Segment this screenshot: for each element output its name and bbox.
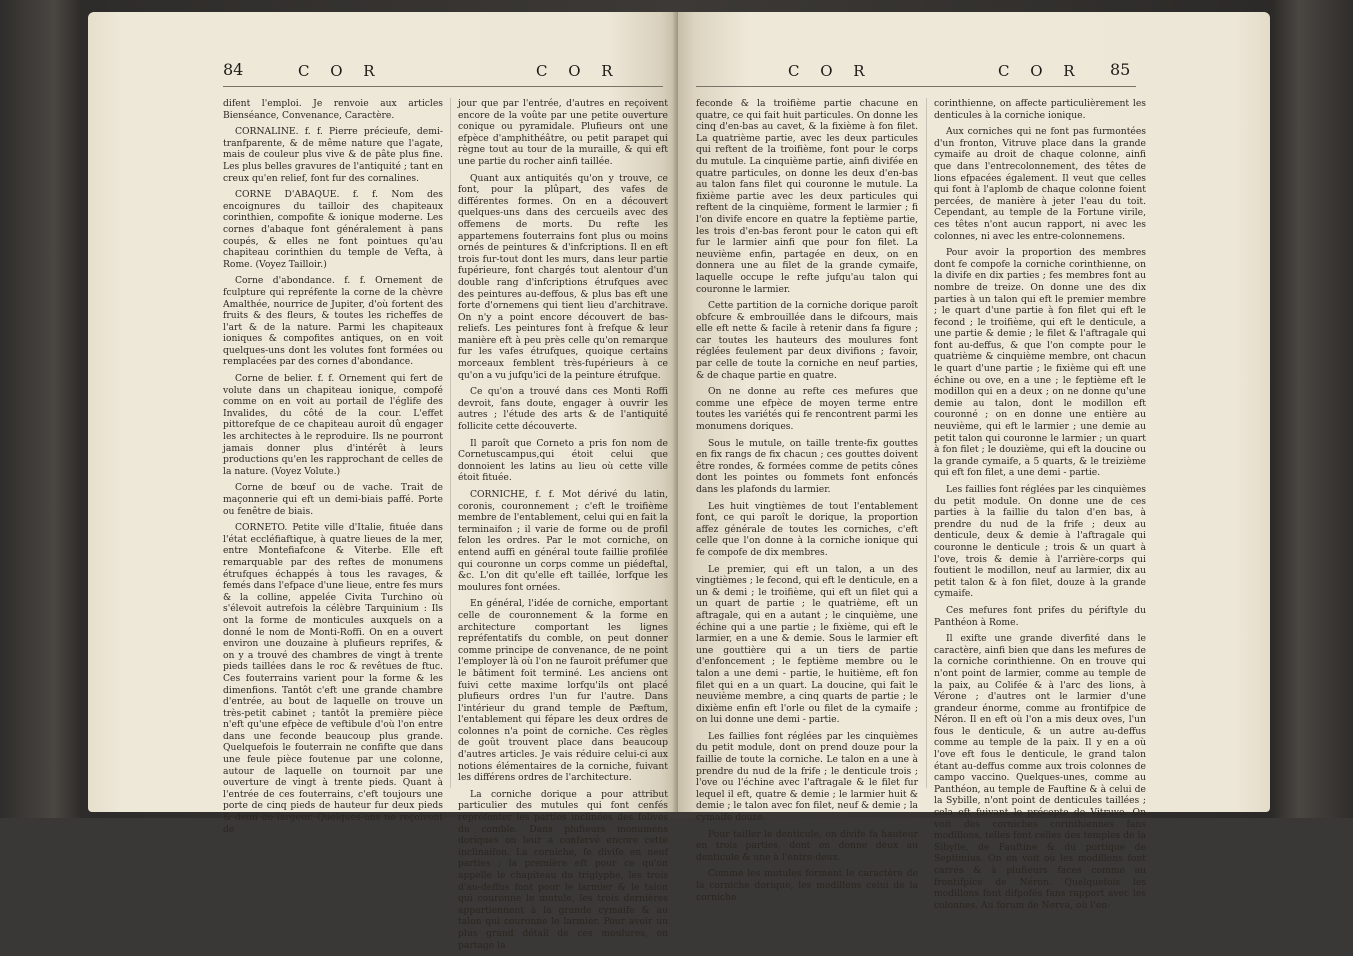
paragraph: Cette partition de la corniche dorique paroît obfcure & embrouillée dans le difcours, mais elle eft nette & facile à retenir dans fa figure ; car toutes les hauteurs des moulures font réglées feulement par deux divifions ; favoir, par celle de toute la corniche en neuf parties, & de chaque partie en quatre.: [696, 300, 918, 381]
left-page: [88, 12, 678, 951]
paragraph: Corne d'abondance. f. f. Ornement de fculpture qui repréfente la corne de la chèvre Amalthée, nourrice de Jupiter, d'où fortent des fruits & des fleurs, & toutes les richeffes de l'art & de la nature. Parmi les chapiteaux ioniques & compofites antiques, on en voit quelques-uns dont les volutes font formées ou remplacées par des cornes d'abondance.: [223, 275, 443, 368]
paragraph: jour que par l'entrée, d'autres en reçoivent encore de la voûte par une petite ouverture conique ou pyramidale. Plufieurs ont une efpèce d'amphithéâtre, ou petit parapet qui règne tout au tour de la muraille, & qui eft une partie du rocher ainfi taillée.: [458, 98, 668, 167]
page-number-left: 84: [223, 60, 244, 79]
text-column-2: [458, 98, 668, 956]
paragraph: Quant aux antiquités qu'on y trouve, ce font, pour la plûpart, des vafes de différentes formes. On en a découvert quelques-uns dans des cercueils avec des offemens de morts. Du refte les appartemens fouterrains font plus ou moins ornés de peintures & d'infcriptions. Il en eft trois fur-tout dont les murs, dans leur partie fupérieure, font chargés tout alentour d'un double rang d'infcriptions étrufques avec des peintures au-deffous, & plus bas eft une forte d'ornemens qui tient lieu d'architrave. On n'y a point encore découvert de bas-reliefs. Les peintures font à frefque & leur manière eft à peu près celle qu'on remarque fur les vafes étrufques, quoique certains morceaux femblent très-fupérieurs à ce qu'on a vu jufqu'ici de la peinture étrufque.: [458, 172, 668, 381]
header-rule-right: [696, 86, 1136, 87]
paragraph: difent l'emploi. Je renvoie aux articles Bienséance, Convenance, Caractère.: [223, 98, 443, 121]
paragraph: En général, l'idée de corniche, emportant celle de couronnement & la forme en architecture comportant les lignes repréfentatifs du comble, on peut donner comme principe de convenance, de ne point l'employer là où l'on ne fauroit préfumer que le bâtiment foit terminé. Les anciens ont fuivi cette maxime lorfqu'ils ont placé plufieurs ordres l'un fur l'autre. Dans l'intérieur du grand temple de Pæftum, l'entablement qui fépare les deux ordres de colonnes n'a point de corniche. Ces règles de goût trouvent place dans beaucoup d'autres articles. Je vais réduire celui-ci aux notions élémentaires de la corniche, fuivant les différens ordres de l'architecture.: [458, 598, 668, 784]
paragraph: Ce qu'on a trouvé dans ces Monti Roffi devroit, fans doute, engager à ouvrir les autres ; l'étude des arts & de l'antiquité follicite cette découverte.: [458, 386, 668, 433]
paragraph: Les huit vingtièmes de tout l'entablement font, ce qui paroît le dorique, la proportion affez générale de toutes les corniches, c'eft celle que l'on donne à la corniche ionique qui fe compofe de dix membres.: [696, 500, 918, 558]
running-head-right-2: C O R: [998, 62, 1083, 80]
paragraph: Corne de bœuf ou de vache. Trait de maçonnerie qui eft un demi-biais paffé. Porte ou fenêtre de biais.: [223, 482, 443, 517]
paragraph: CORNALINE. f. f. Pierre précieufe, demi-tranfparente, & de même nature que l'agate, mais de couleur plus vive & de pâte plus fine. Les plus belles gravures de l'antiquité ; tant en creux qu'en relief, font fur des cornalines.: [223, 126, 443, 184]
paragraph: Pour avoir la proportion des membres dont fe compofe la corniche corinthienne, on la divife en dix parties ; fes membres font au nombre de treize. On donne une des dix parties à un talon qui eft le premier membre ; le quart d'une partie à fon filet qui eft le fecond ; le troifième, qui eft le denticule, a une partie & demie ; le filet & l'aftragale qui font au-deffus, & que l'on compte pour le quatrième & cinquième membre, ont chacun le quart d'une partie ; le fixième qui eft une échine ou ove, en a une ; le feptième eft le modillon qui en a deux ; on ne donne qu'une demie au talon, dont le modillon eft couronné ; on en donne une entière au neuvième, qui eft le larmier ; une demie au petit talon qui couronne le larmier ; un quart à fon filet ; le douzième, qui eft la doucine ou la grande cymaife, a 5 quarts, & le treizième qui eft fon filet, a une demi - partie.: [934, 247, 1146, 479]
page-number-right: 85: [1110, 60, 1131, 79]
paragraph: corinthienne, on affecte particulièrement les denticules à la corniche ionique.: [934, 98, 1146, 121]
text-column-3: [696, 98, 918, 908]
paragraph: Pour tailler le denticule, on divife fa hauteur en trois parties, dont on donne deux au denticule & une à l'entre-deux.: [696, 828, 918, 863]
running-head-right-1: C O R: [788, 62, 873, 80]
column-divider-right: [926, 98, 927, 788]
running-head-left-1: C O R: [298, 62, 383, 80]
paragraph: Comme les mutules forment le caractère de la corniche dorique, les modillons celui de la corniche: [696, 868, 918, 903]
header-rule-left: [223, 86, 663, 87]
paragraph: Corne de belier. f. f. Ornement qui fert de volute dans un chapiteau ionique, compofé comme on en voit au portail de l'églife des Invalides, du côté de la cour. L'effet pittorefque de ce chapiteau auroit dû engager les architectes à le reproduire. Ils ne pourront jamais donner plus d'intérêt à leurs productions qu'en les rapprochant de celles de la nature. (Voyez Volute.): [223, 373, 443, 477]
column-divider-left: [450, 98, 451, 788]
paragraph: Il exifte une grande diverfité dans le caractère, ainfi bien que dans les mefures de la corniche corinthienne. On en trouve qui n'ont point de larmier, comme au temple de la paix, au Colifée & à l'arc des lions, à Vérone ; d'autres ont le larmier d'une grandeur énorme, comme au frontifpice de Néron. Il en eft où l'on a mis deux oves, l'un fous le denticule, & un autre au-deffus comme au temple de la paix. Il y en a où l'ove eft fous le denticule, le grand talon étant au-deffus comme aux trois colonnes de campo vaccino. Quelques-unes, comme au Panthéon, au temple de Fauftine & à celui de la Sybille, n'ont point de denticules taillées ; cela eft fuivant le précepte de Vitruve. On voit des corniches corinthiennes fans modillons, telles font celles des temples de la Sibylle, de Fauftine & du portique de Septimius. On en voit où les modillons font carrés & à plufieurs faces comme au frontifpice de Néron. Quelquefois les modillons font difpofés fans rapport avec les colonnes. Au forum de Nerva, où l'en-: [934, 633, 1146, 911]
paragraph: Les faillies font réglées par les cinquièmes du petit module, dont on prend douze pour la faillie de toute la corniche. Le talon en a une à prendre du nud de la frife ; le denticule trois ; l'ove ou l'échine avec l'aftragale & le filet fur lequel il eft, quatre & demie ; le larmier huit & demie ; le talon avec fon filet, neuf & demie ; la cymaife douze.: [696, 730, 918, 824]
paragraph: La corniche dorique a pour attribut particulier des mutules qui font cenfés repréfenter les parties inclinées des folives du comble. Dans plufieurs monumens doriques on leur a confervé encore cette inclinaifon. La corniche, fe divife en neuf parties ; la première eft pour ce qu'on appelle le chapiteau du triglyphe, les trois d'au-deffus font pour le larmier & le talon qui couronne le mutule, les trois dernières appartiennent à la grande cymaife & au talon qui couronne le larmier. Pour avoir un plus grand détail de ces moulures, on partage la: [458, 788, 668, 951]
text-column-4: [934, 98, 1146, 916]
paragraph: Aux corniches qui ne font pas furmontées d'un fronton, Vitruve place dans la grande cymaife au droit de chaque colonne, ainfi que dans l'entrecolonnement, des têtes de lions efpacées également. Il veut que celles qui font à l'aplomb de chaque colonne foient percées, de manière à jeter l'eau du toit. Cependant, au temple de la Fortune virile, ces têtes n'ont aucun rapport, ni avec les colonnes, ni avec les entre-colonnemens.: [934, 126, 1146, 242]
right-page: [678, 12, 1270, 911]
paragraph: Les faillies font réglées par les cinquièmes du petit module. On donne une de ces parties à la faillie du talon d'en bas, à prendre du nud de la frife ; deux au denticule, deux & demie à l'aftragale qui couronne le denticule ; trois & un quart à l'ove, trois & demie à l'arrière-corps qui foutient le modillon, neuf au larmier, dix au petit talon & à fon filet, douze à la grande cymaife.: [934, 484, 1146, 600]
paragraph: CORNICHE, f. f. Mot dérivé du latin, coronis, couronnement ; c'eft le troifième membre de l'entablement, celui qui en fait la terminaifon ; il varie de forme ou de profil felon les ordres. Par le mot corniche, on entend auffi en général toute faillie profilée qui couronne un corps comme un piédeftal, &c. L'on dit qu'elle eft taillée, lorfque les moulures font ornées.: [458, 489, 668, 593]
paragraph: Ces mefures font prifes du périftyle du Panthéon à Rome.: [934, 604, 1146, 628]
paragraph: Il paroît que Corneto a pris fon nom de Cornetuscampus,qui étoit celui que donnoient les latins au lieu où cette ville étoit fituée.: [458, 437, 668, 484]
paragraph: CORNETO. Petite ville d'Italie, fituée dans l'état eccléfiaftique, à quatre lieues de la mer, entre Montefiafcone & Viterbe. Elle eft remarquable par des reftes de monumens étrufques échappés à tous les ravages, & femés dans l'efpace d'une lieue, entre fes murs & la colline, appelée Civita Turchino où s'élevoit autrefois la célèbre Tarquinium : Ils ont la forme de monticules auxquels on a donné le nom de Monti-Roffi. On en a ouvert environ une douzaine à plufieurs reprifes, & on y a trouvé des chambres de vingt à trente pieds taillées dans le roc & revêtues de ftuc. Ces fouterrains varient pour la forme & les dimenfions. Tantôt c'eft une grande chambre d'entrée, au bout de laquelle on trouve un très-petit cabinet ; tantôt la première pièce n'eft qu'une efpèce de veftibule d'où l'on entre dans une feconde beaucoup plus grande. Quelquefois le fouterrain ne confifte que dans une feule pièce foutenue par une colonne, autour de laquelle on tournoit par une ouverture de vingt à trente pieds. Quant à l'entrée de ces fouterrains, c'eft toujours une porte de cinq pieds de hauteur fur deux pieds & demi de largeur. Quelques-uns ne reçoivent de: [223, 522, 443, 835]
paragraph: Le premier, qui eft un talon, a un des vingtièmes ; le fecond, qui eft le denticule, en a un & demi ; le troifième, qui eft un filet qui a un quart de partie ; le quatrième, eft un aftragale, qui en a autant ; le cinquième, une échine qui a une partie ; le fixième, qui eft le larmier, en a une & demie. Sous le larmier eft une gouttière qui a un tiers de partie d'enfoncement ; le feptième membre ou le talon a une demi - partie, le huitième, eft fon filet qui en a un quart. La doucine, qui fait le neuvième membre, a cinq quarts de partie ; le dixième enfin eft l'orle ou filet de la cymaife ; on lui donne une demi - partie.: [696, 563, 918, 726]
text-column-1: [223, 98, 443, 840]
paragraph: Sous le mutule, on taille trente-fix gouttes en fix rangs de fix chacun ; ces gouttes doivent être rondes, & formées comme de petits cônes dont les pointes ou fommets font enfoncés dans les plafonds du larmier.: [696, 437, 918, 495]
paragraph: CORNE D'ABAQUE. f. f. Nom des encoignures du tailloir des chapiteaux corinthien, compofite & ionique moderne. Les cornes d'abaque font généralement à pans coupés, & elles ne font pointues qu'au chapiteau corinthien du temple de Vefta, à Rome. (Voyez Tailloir.): [223, 189, 443, 270]
paragraph: On ne donne au refte ces mefures que comme une efpèce de moyen terme entre toutes les variétés qui fe rencontrent parmi les monumens doriques.: [696, 386, 918, 433]
running-head-left-2: C O R: [536, 62, 621, 80]
paragraph: feconde & la troifième partie chacune en quatre, ce qui fait huit particules. On donne les cinq d'en-bas au cavet, & la fixième à fon filet. La quatrième partie, avec les deux particules qui reftent de la troifième, font pour le corps du mutule. La cinquième partie, ainfi divifée en quatre particules, on donne les deux d'en-bas au talon fans filet qui couronne le mutule. La fixième partie avec les deux particules qui reftent de la cinquième, forment le larmier ; fi l'on divife encore en quatre la feptième partie, les trois d'en-bas feront pour le caton qui eft fur le larmier ainfi que pour fon filet. La neuvième enfin, partagée en deux, on en donnera une au filet de la grande cymaife, laquelle occupe le refte jufqu'au talon qui couronne le larmier.: [696, 98, 918, 295]
